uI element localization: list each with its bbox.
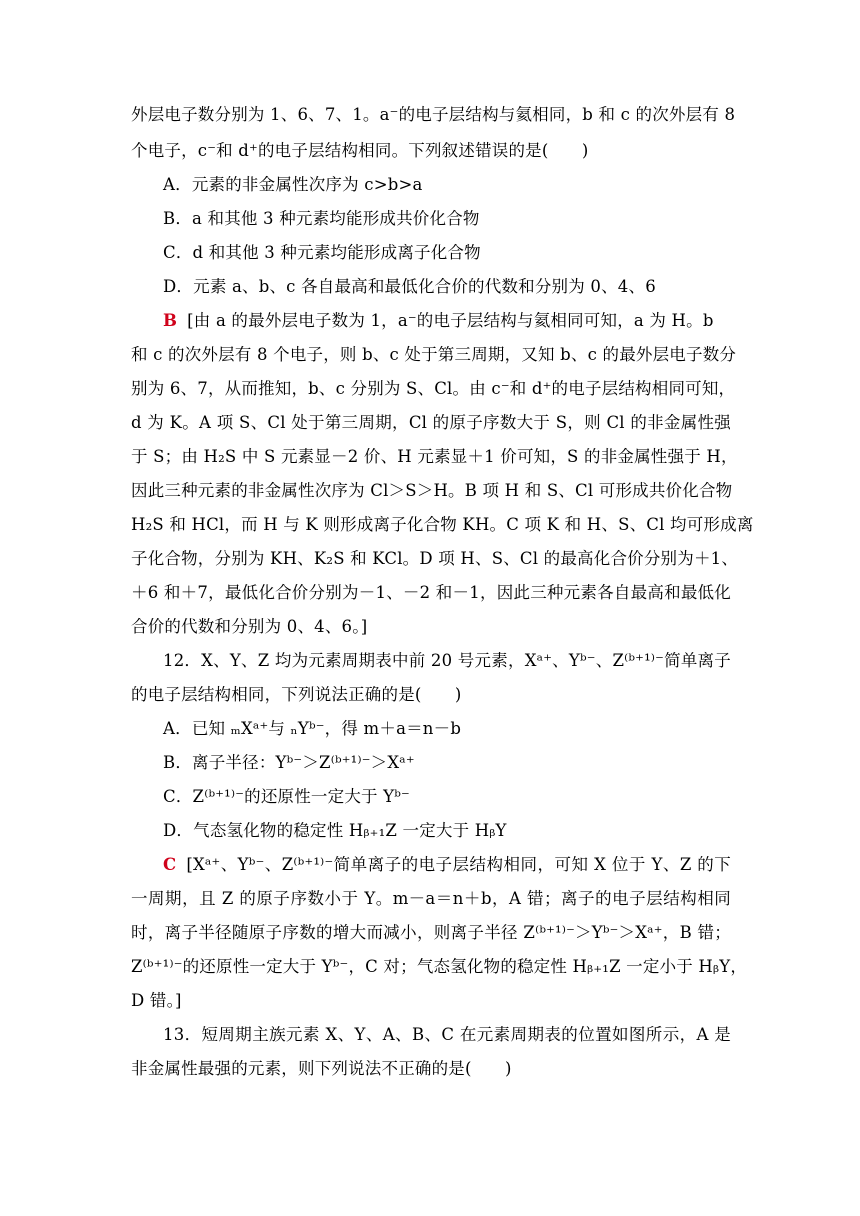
q12-explanation-line-5: D 错。] <box>131 991 182 1010</box>
q11-explanation-line-9: ＋6 和＋7，最低化合价分别为－1、－2 和－1，因此三种元素各自最高和最低化 <box>131 583 731 602</box>
q11-explanation-line-7: H₂S 和 HCl，而 H 与 K 则形成离子化合物 KH。C 项 K 和 H、S、Cl 均可形成离 <box>131 515 754 534</box>
q12-stem-line-1: 12．X、Y、Z 均为元素周期表中前 20 号元素，Xᵃ⁺、Yᵇ⁻、Z⁽ᵇ⁺¹⁾⁻简单离子 <box>163 651 731 670</box>
q12-stem-line-2: 的电子层结构相同，下列说法正确的是( ) <box>131 685 462 704</box>
q12-explanation-line-3: 时，离子半径随原子序数的增大而减小，则离子半径 Z⁽ᵇ⁺¹⁾⁻＞Yᵇ⁻＞Xᵃ⁺，B 错； <box>131 923 731 942</box>
q11-option-d: D．元素 a、b、c 各自最高和最低化合价的代数和分别为 0、4、6 <box>163 277 656 296</box>
q11-explanation-line-8: 子化合物，分别为 KH、K₂S 和 KCl。D 项 H、S、Cl 的最高化合价分别为＋1、 <box>131 549 739 568</box>
q12-option-d: D．气态氢化物的稳定性 Hᵦ₊₁Z 一定大于 HᵦY <box>163 821 507 840</box>
q11-option-c: C．d 和其他 3 种元素均能形成离子化合物 <box>163 243 481 262</box>
q11-option-b: B．a 和其他 3 种元素均能形成共价化合物 <box>163 209 480 228</box>
q11-explanation-line-1 <box>163 310 731 332</box>
q12-explanation-line-4: Z⁽ᵇ⁺¹⁾⁻的还原性一定大于 Yᵇ⁻，C 对；气态氢化物的稳定性 Hᵦ₊₁Z 一定小于 HᵦY， <box>131 957 748 976</box>
q12-option-c: C．Z⁽ᵇ⁺¹⁾⁻的还原性一定大于 Yᵇ⁻ <box>163 787 410 806</box>
q12-answer-letter: C <box>163 855 177 874</box>
q11-explanation-line-5: 于 S；由 H₂S 中 S 元素显－2 价、H 元素显＋1 价可知，S 的非金属性强于 H， <box>131 447 738 466</box>
q12-option-b: B．离子半径：Yᵇ⁻＞Z⁽ᵇ⁺¹⁾⁻＞Xᵃ⁺ <box>163 753 415 772</box>
q11-explanation-line-3: 别为 6、7，从而推知，b、c 分别为 S、Cl。由 c⁻和 d⁺的电子层结构相同可知， <box>131 379 736 398</box>
q12-option-a: A．已知 ₘXᵃ⁺与 ₙYᵇ⁻，得 m＋a＝n－b <box>163 719 462 738</box>
q11-answer-letter: B <box>163 311 178 330</box>
q11-explanation-line-10: 合价的代数和分别为 0、4、6。] <box>131 617 368 636</box>
q11-explanation-line-2: 和 c 的次外层有 8 个电子，则 b、c 处于第三周期，又知 b、c 的最外层电子数分 <box>131 345 737 364</box>
q11-stem-line-1: 外层电子数分别为 1、6、7、1。a⁻的电子层结构与氦相同，b 和 c 的次外层有 8 <box>131 105 736 124</box>
q11-explanation-text-1: [由 a 的最外层电子数为 1，a⁻的电子层结构与氦相同可知，a 为 H。b <box>187 311 714 330</box>
q12-explanation-line-1 <box>163 854 731 876</box>
q11-explanation-line-6: 因此三种元素的非金属性次序为 Cl＞S＞H。B 项 H 和 S、Cl 可形成共价化合物 <box>131 481 733 500</box>
q12-explanation-text-1: [Xᵃ⁺、Yᵇ⁻、Z⁽ᵇ⁺¹⁾⁻简单离子的电子层结构相同，可知 X 位于 Y、Z 的下 <box>186 855 731 874</box>
q11-explanation-line-4: d 为 K。A 项 S、Cl 处于第三周期，Cl 的原子序数大于 S，则 Cl 的非金属性强 <box>131 413 731 432</box>
q12-explanation-line-2: 一周期，且 Z 的原子序数小于 Y。m－a＝n＋b，A 错；离子的电子层结构相同 <box>131 889 731 908</box>
q13-stem-line-1: 13．短周期主族元素 X、Y、A、B、C 在元素周期表的位置如图所示，A 是 <box>163 1025 731 1044</box>
q11-option-a: A．元素的非金属性次序为 c>b>a <box>163 175 423 194</box>
q13-stem-line-2: 非金属性最强的元素，则下列说法不正确的是( ) <box>131 1059 512 1078</box>
q11-stem-line-2: 个电子，c⁻和 d⁺的电子层结构相同。下列叙述错误的是( ) <box>131 141 589 160</box>
